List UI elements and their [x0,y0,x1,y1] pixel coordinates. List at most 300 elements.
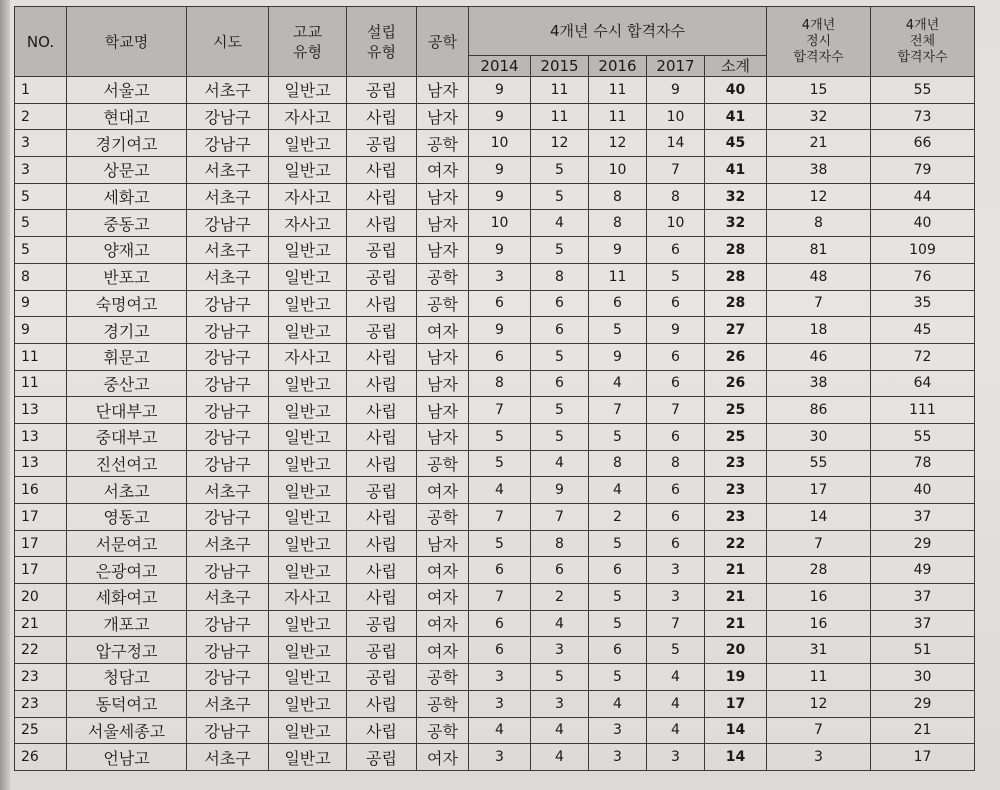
cell-subtotal: 25 [705,423,767,450]
cell-y2017: 3 [647,584,705,611]
cell-subtotal: 45 [705,130,767,157]
cell-school: 세화고 [67,183,187,210]
cell-rank: 11 [15,370,67,397]
cell-rank: 26 [15,744,67,771]
table-row [15,664,975,691]
header-overall-line1: 4개년 [905,17,940,33]
cell-school: 숙명여고 [67,290,187,317]
table-row [15,263,975,290]
cell-found-type: 사립 [347,423,417,450]
cell-overall: 49 [871,557,975,584]
table-row [15,744,975,771]
cell-found-type: 사립 [347,530,417,557]
cell-y2016: 11 [589,263,647,290]
table-row [15,237,975,264]
cell-y2017: 6 [647,237,705,264]
cell-subtotal: 26 [705,343,767,370]
cell-district: 강남구 [187,664,269,691]
cell-coed: 남자 [417,237,469,264]
cell-district: 강남구 [187,317,269,344]
cell-subtotal: 28 [705,263,767,290]
cell-found-type: 사립 [347,157,417,184]
cell-school-type: 일반고 [269,290,347,317]
cell-found-type: 사립 [347,717,417,744]
cell-coed: 남자 [417,530,469,557]
cell-y2014: 5 [469,423,531,450]
header-early-total: 4개년 수시 합격자수 [469,7,767,56]
cell-rank: 20 [15,584,67,611]
cell-overall: 29 [871,690,975,717]
cell-subtotal: 21 [705,610,767,637]
table-header [15,7,975,77]
cell-regular: 31 [767,637,871,664]
cell-district: 강남구 [187,290,269,317]
cell-subtotal: 32 [705,183,767,210]
cell-found-type: 공립 [347,610,417,637]
cell-school-type: 자사고 [269,183,347,210]
cell-y2015: 6 [531,370,589,397]
cell-overall: 78 [871,450,975,477]
cell-school: 영동고 [67,504,187,531]
cell-regular: 21 [767,130,871,157]
cell-y2017: 5 [647,263,705,290]
cell-school: 상문고 [67,157,187,184]
cell-y2015: 4 [531,717,589,744]
cell-district: 서초구 [187,584,269,611]
cell-y2015: 6 [531,290,589,317]
cell-regular: 7 [767,530,871,557]
cell-district: 서초구 [187,477,269,504]
cell-coed: 여자 [417,317,469,344]
cell-coed: 여자 [417,637,469,664]
cell-school: 현대고 [67,103,187,130]
cell-coed: 여자 [417,157,469,184]
cell-y2017: 6 [647,423,705,450]
cell-y2017: 6 [647,530,705,557]
cell-rank: 22 [15,637,67,664]
cell-subtotal: 32 [705,210,767,237]
cell-regular: 55 [767,450,871,477]
cell-overall: 44 [871,183,975,210]
cell-regular: 16 [767,584,871,611]
cell-coed: 여자 [417,610,469,637]
header-overall-line2: 전체 [909,33,936,49]
cell-coed: 남자 [417,370,469,397]
cell-regular: 7 [767,717,871,744]
cell-overall: 64 [871,370,975,397]
cell-overall: 55 [871,77,975,104]
table-row [15,637,975,664]
cell-subtotal: 14 [705,717,767,744]
cell-rank: 5 [15,210,67,237]
cell-school-type: 일반고 [269,717,347,744]
table-row [15,477,975,504]
cell-coed: 공학 [417,130,469,157]
cell-rank: 3 [15,130,67,157]
cell-y2016: 4 [589,477,647,504]
cell-school-type: 일반고 [269,610,347,637]
cell-overall: 111 [871,397,975,424]
header-district: 시도 [187,7,269,77]
cell-y2014: 6 [469,637,531,664]
cell-y2016: 5 [589,530,647,557]
cell-y2015: 4 [531,450,589,477]
cell-regular: 3 [767,744,871,771]
cell-y2014: 9 [469,317,531,344]
cell-rank: 23 [15,664,67,691]
cell-y2014: 10 [469,210,531,237]
cell-regular: 14 [767,504,871,531]
cell-school-type: 일반고 [269,690,347,717]
table-row [15,157,975,184]
cell-subtotal: 19 [705,664,767,691]
header-school-type-line2: 유형 [293,42,322,61]
cell-school: 서문여고 [67,530,187,557]
cell-overall: 72 [871,343,975,370]
cell-y2015: 5 [531,343,589,370]
cell-school-type: 일반고 [269,397,347,424]
cell-coed: 남자 [417,103,469,130]
cell-y2016: 8 [589,450,647,477]
cell-regular: 8 [767,210,871,237]
cell-found-type: 사립 [347,397,417,424]
cell-y2016: 5 [589,584,647,611]
table-row [15,130,975,157]
cell-rank: 13 [15,397,67,424]
cell-rank: 5 [15,183,67,210]
cell-coed: 공학 [417,690,469,717]
cell-y2017: 6 [647,504,705,531]
cell-coed: 공학 [417,717,469,744]
cell-overall: 76 [871,263,975,290]
cell-coed: 공학 [417,263,469,290]
cell-y2017: 10 [647,103,705,130]
header-no: NO. [15,7,67,77]
table-row [15,530,975,557]
cell-regular: 15 [767,77,871,104]
cell-district: 서초구 [187,237,269,264]
cell-y2015: 9 [531,477,589,504]
cell-overall: 109 [871,237,975,264]
table-row [15,290,975,317]
cell-overall: 35 [871,290,975,317]
cell-y2017: 7 [647,157,705,184]
cell-y2016: 6 [589,637,647,664]
cell-y2014: 10 [469,130,531,157]
cell-y2017: 7 [647,610,705,637]
header-school-type-line1: 고교 [293,22,322,41]
cell-school: 세화여고 [67,584,187,611]
cell-school: 단대부고 [67,397,187,424]
cell-regular: 12 [767,690,871,717]
cell-found-type: 공립 [347,130,417,157]
cell-school-type: 일반고 [269,237,347,264]
cell-found-type: 공립 [347,744,417,771]
cell-y2014: 6 [469,290,531,317]
cell-y2016: 3 [589,744,647,771]
cell-rank: 16 [15,477,67,504]
cell-found-type: 사립 [347,370,417,397]
header-year-2014: 2014 [469,56,531,77]
cell-overall: 66 [871,130,975,157]
cell-y2016: 8 [589,210,647,237]
header-year-2016: 2016 [589,56,647,77]
cell-school-type: 일반고 [269,370,347,397]
cell-y2014: 9 [469,237,531,264]
cell-subtotal: 26 [705,370,767,397]
cell-subtotal: 41 [705,157,767,184]
cell-subtotal: 27 [705,317,767,344]
cell-school: 청담고 [67,664,187,691]
cell-school: 경기여고 [67,130,187,157]
header-overall [871,7,975,77]
cell-found-type: 공립 [347,637,417,664]
table-body [15,77,975,771]
header-regular-line1: 4개년 [801,17,836,33]
cell-coed: 남자 [417,343,469,370]
cell-regular: 38 [767,370,871,397]
cell-y2015: 6 [531,317,589,344]
cell-school-type: 일반고 [269,664,347,691]
cell-overall: 79 [871,157,975,184]
cell-found-type: 사립 [347,450,417,477]
cell-y2014: 6 [469,610,531,637]
cell-school-type: 일반고 [269,744,347,771]
cell-coed: 남자 [417,397,469,424]
cell-school: 개포고 [67,610,187,637]
cell-y2014: 3 [469,263,531,290]
cell-regular: 30 [767,423,871,450]
cell-school-type: 일반고 [269,504,347,531]
cell-subtotal: 41 [705,103,767,130]
cell-y2017: 14 [647,130,705,157]
cell-regular: 18 [767,317,871,344]
cell-y2015: 3 [531,637,589,664]
cell-coed: 여자 [417,477,469,504]
cell-regular: 46 [767,343,871,370]
cell-regular: 16 [767,610,871,637]
cell-school-type: 일반고 [269,477,347,504]
cell-y2014: 6 [469,343,531,370]
cell-y2014: 4 [469,717,531,744]
cell-y2015: 6 [531,557,589,584]
table-row [15,103,975,130]
cell-rank: 17 [15,504,67,531]
cell-school-type: 자사고 [269,584,347,611]
cell-y2016: 4 [589,370,647,397]
cell-district: 강남구 [187,210,269,237]
header-found-type-line1: 설립 [367,22,396,41]
cell-coed: 공학 [417,290,469,317]
cell-subtotal: 40 [705,77,767,104]
cell-school-type: 일반고 [269,130,347,157]
cell-coed: 남자 [417,210,469,237]
cell-school: 진선여고 [67,450,187,477]
cell-rank: 23 [15,690,67,717]
cell-regular: 48 [767,263,871,290]
cell-y2017: 5 [647,637,705,664]
cell-coed: 남자 [417,183,469,210]
header-subtotal: 소계 [705,56,767,77]
header-found-type-line2: 유형 [367,42,396,61]
cell-subtotal: 21 [705,584,767,611]
cell-coed: 여자 [417,744,469,771]
cell-overall: 29 [871,530,975,557]
cell-y2014: 7 [469,584,531,611]
cell-subtotal: 22 [705,530,767,557]
cell-y2014: 7 [469,504,531,531]
cell-district: 강남구 [187,717,269,744]
cell-regular: 7 [767,290,871,317]
header-regular-line2: 정시 [805,33,832,49]
cell-y2017: 6 [647,343,705,370]
cell-school-type: 일반고 [269,423,347,450]
cell-y2014: 8 [469,370,531,397]
cell-y2016: 6 [589,290,647,317]
cell-y2014: 9 [469,103,531,130]
cell-found-type: 공립 [347,317,417,344]
cell-y2015: 7 [531,504,589,531]
cell-regular: 32 [767,103,871,130]
cell-rank: 1 [15,77,67,104]
cell-found-type: 사립 [347,183,417,210]
cell-coed: 공학 [417,504,469,531]
cell-regular: 81 [767,237,871,264]
table-row [15,557,975,584]
cell-y2016: 5 [589,317,647,344]
cell-rank: 2 [15,103,67,130]
cell-y2017: 9 [647,77,705,104]
cell-district: 서초구 [187,690,269,717]
cell-overall: 37 [871,584,975,611]
cell-y2016: 10 [589,157,647,184]
admissions-table [14,6,975,771]
cell-y2015: 11 [531,103,589,130]
cell-coed: 공학 [417,450,469,477]
cell-overall: 51 [871,637,975,664]
cell-district: 강남구 [187,343,269,370]
cell-district: 강남구 [187,130,269,157]
cell-overall: 73 [871,103,975,130]
cell-school-type: 일반고 [269,77,347,104]
cell-district: 서초구 [187,744,269,771]
cell-y2015: 4 [531,610,589,637]
cell-y2016: 11 [589,77,647,104]
cell-found-type: 공립 [347,477,417,504]
cell-school-type: 자사고 [269,103,347,130]
cell-school-type: 일반고 [269,317,347,344]
cell-y2014: 9 [469,157,531,184]
cell-y2017: 4 [647,664,705,691]
cell-overall: 55 [871,423,975,450]
cell-y2017: 8 [647,183,705,210]
table-row [15,210,975,237]
cell-found-type: 사립 [347,290,417,317]
cell-y2014: 9 [469,183,531,210]
cell-rank: 17 [15,530,67,557]
cell-y2017: 8 [647,450,705,477]
cell-subtotal: 14 [705,744,767,771]
cell-school: 경기고 [67,317,187,344]
cell-school: 반포고 [67,263,187,290]
table-row [15,370,975,397]
cell-subtotal: 28 [705,290,767,317]
cell-school: 서초고 [67,477,187,504]
cell-school-type: 일반고 [269,557,347,584]
cell-district: 강남구 [187,610,269,637]
cell-found-type: 공립 [347,237,417,264]
cell-y2017: 3 [647,557,705,584]
cell-found-type: 공립 [347,77,417,104]
cell-overall: 17 [871,744,975,771]
cell-school: 압구정고 [67,637,187,664]
cell-school-type: 일반고 [269,637,347,664]
cell-rank: 25 [15,717,67,744]
cell-y2015: 4 [531,744,589,771]
table-row [15,343,975,370]
cell-y2017: 6 [647,477,705,504]
table-row [15,690,975,717]
cell-coed: 여자 [417,584,469,611]
cell-school: 언남고 [67,744,187,771]
cell-district: 서초구 [187,530,269,557]
cell-y2014: 6 [469,557,531,584]
cell-y2014: 7 [469,397,531,424]
cell-subtotal: 17 [705,690,767,717]
cell-regular: 12 [767,183,871,210]
cell-subtotal: 20 [705,637,767,664]
cell-school: 양재고 [67,237,187,264]
header-school-type [269,7,347,77]
cell-y2016: 9 [589,343,647,370]
cell-y2016: 5 [589,664,647,691]
cell-found-type: 사립 [347,103,417,130]
cell-y2017: 9 [647,317,705,344]
cell-found-type: 공립 [347,263,417,290]
cell-y2016: 12 [589,130,647,157]
cell-y2016: 5 [589,423,647,450]
cell-y2017: 10 [647,210,705,237]
cell-found-type: 사립 [347,504,417,531]
header-coed: 공학 [417,7,469,77]
cell-y2014: 5 [469,450,531,477]
cell-y2015: 4 [531,210,589,237]
cell-school: 은광여고 [67,557,187,584]
cell-rank: 5 [15,237,67,264]
cell-y2014: 3 [469,664,531,691]
table-row [15,717,975,744]
cell-district: 강남구 [187,423,269,450]
cell-district: 서초구 [187,77,269,104]
cell-y2017: 4 [647,690,705,717]
header-overall-line3: 합격자수 [897,49,948,65]
cell-y2017: 6 [647,290,705,317]
cell-y2015: 2 [531,584,589,611]
cell-y2014: 3 [469,744,531,771]
cell-y2014: 4 [469,477,531,504]
table-row [15,584,975,611]
cell-y2014: 9 [469,77,531,104]
cell-y2015: 5 [531,664,589,691]
cell-y2015: 8 [531,263,589,290]
table-row [15,183,975,210]
cell-rank: 3 [15,157,67,184]
cell-found-type: 사립 [347,557,417,584]
table-row [15,77,975,104]
header-year-2017: 2017 [647,56,705,77]
cell-district: 강남구 [187,504,269,531]
cell-regular: 38 [767,157,871,184]
